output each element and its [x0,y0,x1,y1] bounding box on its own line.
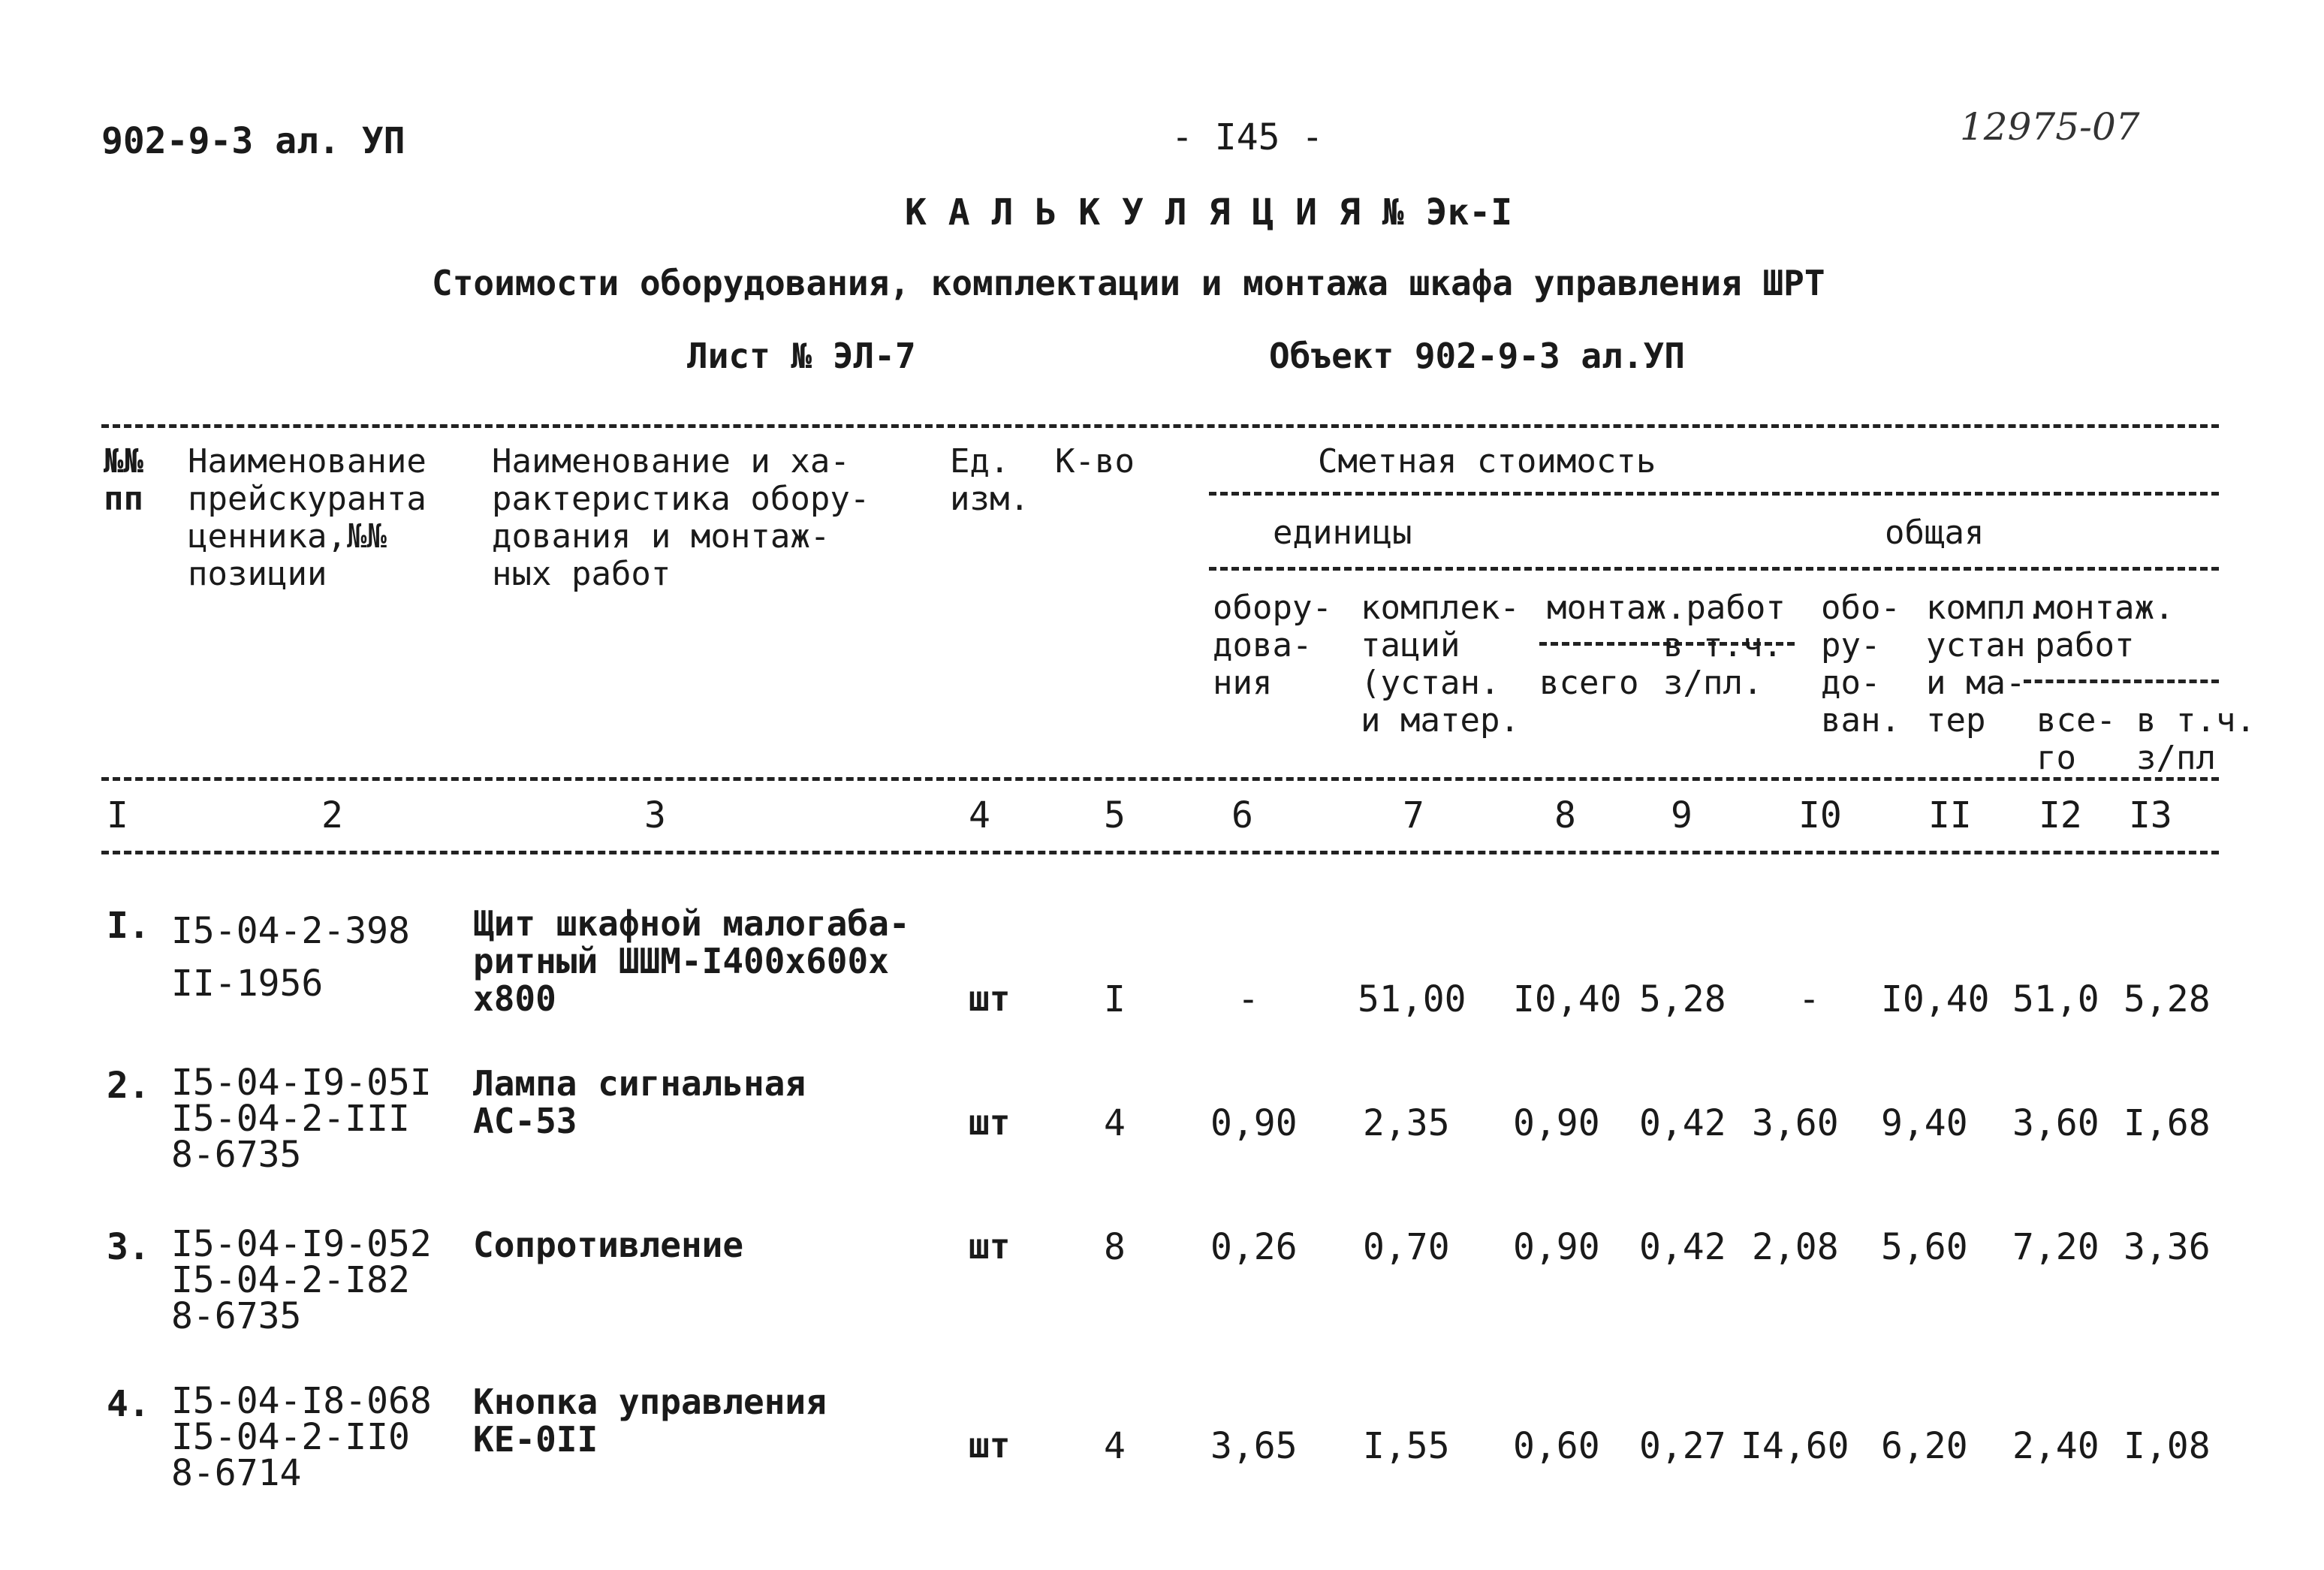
row-col8: 0,90 [1513,1102,1600,1144]
row-pricelist: I5-04-I8-068 I5-04-2-II0 8-6714 [171,1380,432,1494]
row-col9: 0,42 [1639,1226,1726,1268]
header-total-cost: общая [1885,514,1985,552]
column-number-6: 6 [1231,794,1253,836]
row-col9: 0,42 [1639,1102,1726,1144]
row-col8: I0,40 [1513,978,1622,1020]
row-col9: 5,28 [1639,978,1726,1020]
object-reference: Объект 902-9-3 ал.УП [1269,336,1685,376]
header-pricelist: Наименование прейскуранта ценника,№№ позиции [188,442,427,593]
row-col6: 0,26 [1210,1226,1298,1268]
column-number-2: 2 [321,794,343,836]
header-col12: все- го [2036,701,2116,777]
row-number: 4. [107,1383,150,1425]
row-col8: 0,60 [1513,1425,1600,1467]
header-col6: обору- дова- ния [1213,589,1332,702]
row-pricelist: I5-04-2-398 II-1956 [171,910,410,1005]
header-estimate-cost: Сметная стоимость [1318,442,1656,481]
header-col7: комплек- таций (устан. и матер. [1361,589,1520,740]
row-col10: - [1798,978,1820,1020]
unit-total-sub-rule [1209,567,2219,571]
header-col13: в т.ч. з/пл [2136,701,2256,777]
header-number: №№ пп [104,442,143,518]
column-number-9: 9 [1671,794,1693,836]
row-col10: 3,60 [1752,1102,1839,1144]
row-col12: 51,0 [2012,978,2099,1020]
row-equipment-name: Лампа сигнальная АС-53 [473,1063,806,1141]
column-number-13: I3 [2129,794,2172,836]
row-col8: 0,90 [1513,1226,1600,1268]
estimate-sub-rule [1209,492,2219,496]
row-col10: I4,60 [1741,1425,1849,1467]
header-bottom-rule [101,777,2219,781]
row-col12: 3,60 [2012,1102,2099,1144]
column-number-8: 8 [1554,794,1576,836]
row-unit: шт [969,1226,1011,1267]
row-col11: I0,40 [1881,978,1990,1020]
column-number-3: 3 [644,794,666,836]
document-code: 902-9-3 ал. УП [101,120,405,162]
row-equipment-name: Сопротивление [473,1225,744,1265]
header-col11: компл. устан и ма- тер [1926,589,2045,740]
row-col7: I,55 [1363,1425,1450,1467]
row-col11: 5,60 [1881,1226,1968,1268]
header-mont-unit: монтаж.работ [1547,589,1786,627]
header-quantity: К-во [1055,442,1135,481]
row-col11: 6,20 [1881,1425,1968,1467]
row-quantity: I [1104,978,1126,1020]
row-number: 2. [107,1065,150,1107]
header-unit-cost: единицы [1273,514,1412,552]
row-col6: - [1237,978,1259,1020]
row-col12: 7,20 [2012,1226,2099,1268]
row-col7: 2,35 [1363,1102,1450,1144]
row-col13: 3,36 [2124,1226,2211,1268]
row-quantity: 4 [1104,1425,1126,1467]
sheet-number: Лист № ЭЛ-7 [687,336,916,376]
header-col10: обо- ру- до- ван. [1821,589,1900,740]
column-number-5: 5 [1104,794,1126,836]
column-number-11: II [1928,794,1972,836]
header-equipment-name: Наименование и ха- рактеристика обору- дования и монтаж- ных работ [492,442,870,593]
row-quantity: 8 [1104,1226,1126,1268]
column-numbers-rule [101,851,2219,854]
archive-number: 12975-07 [1960,105,2140,149]
row-col6: 0,90 [1210,1102,1298,1144]
row-unit: шт [969,1102,1011,1143]
column-number-1: I [107,794,128,836]
mont-total-rule [2024,680,2219,683]
row-col7: 0,70 [1363,1226,1450,1268]
row-number: 3. [107,1226,150,1268]
header-mont-total: монтаж. работ [2035,589,2175,664]
row-unit: шт [969,1425,1011,1466]
row-number: I. [107,905,150,947]
header-col9: в т.ч. з/пл. [1663,626,1783,702]
row-unit: шт [969,978,1011,1019]
row-pricelist: I5-04-I9-052 I5-04-2-I82 8-6735 [171,1223,432,1337]
column-number-7: 7 [1403,794,1424,836]
row-col6: 3,65 [1210,1425,1298,1467]
column-number-4: 4 [969,794,990,836]
row-col9: 0,27 [1639,1425,1726,1467]
row-col11: 9,40 [1881,1102,1968,1144]
row-equipment-name: Кнопка управления КЕ-0II [473,1382,827,1460]
column-number-10: I0 [1798,794,1842,836]
column-number-12: I2 [2039,794,2082,836]
row-quantity: 4 [1104,1102,1126,1144]
row-col13: I,68 [2124,1102,2211,1144]
header-unit: Ед. изм. [950,442,1029,518]
row-pricelist: I5-04-I9-05I I5-04-2-III 8-6735 [171,1062,432,1176]
row-col7: 51,00 [1358,978,1466,1020]
table-top-rule [101,424,2219,428]
row-col12: 2,40 [2012,1425,2099,1467]
document-subtitle: Стоимости оборудования, комплектации и монтажа шкафа управления ШРТ [432,263,1825,303]
page-number: - I45 - [1171,116,1324,158]
row-col10: 2,08 [1752,1226,1839,1268]
row-col13: I,08 [2124,1425,2211,1467]
row-equipment-name: Щит шкафной малогаба- ритный ШШМ-I400х600х х800 [473,903,910,1019]
row-col13: 5,28 [2124,978,2211,1020]
header-col8: всего [1539,664,1639,702]
document-title: К А Л Ь К У Л Я Ц И Я № Эк-I [905,191,1513,234]
